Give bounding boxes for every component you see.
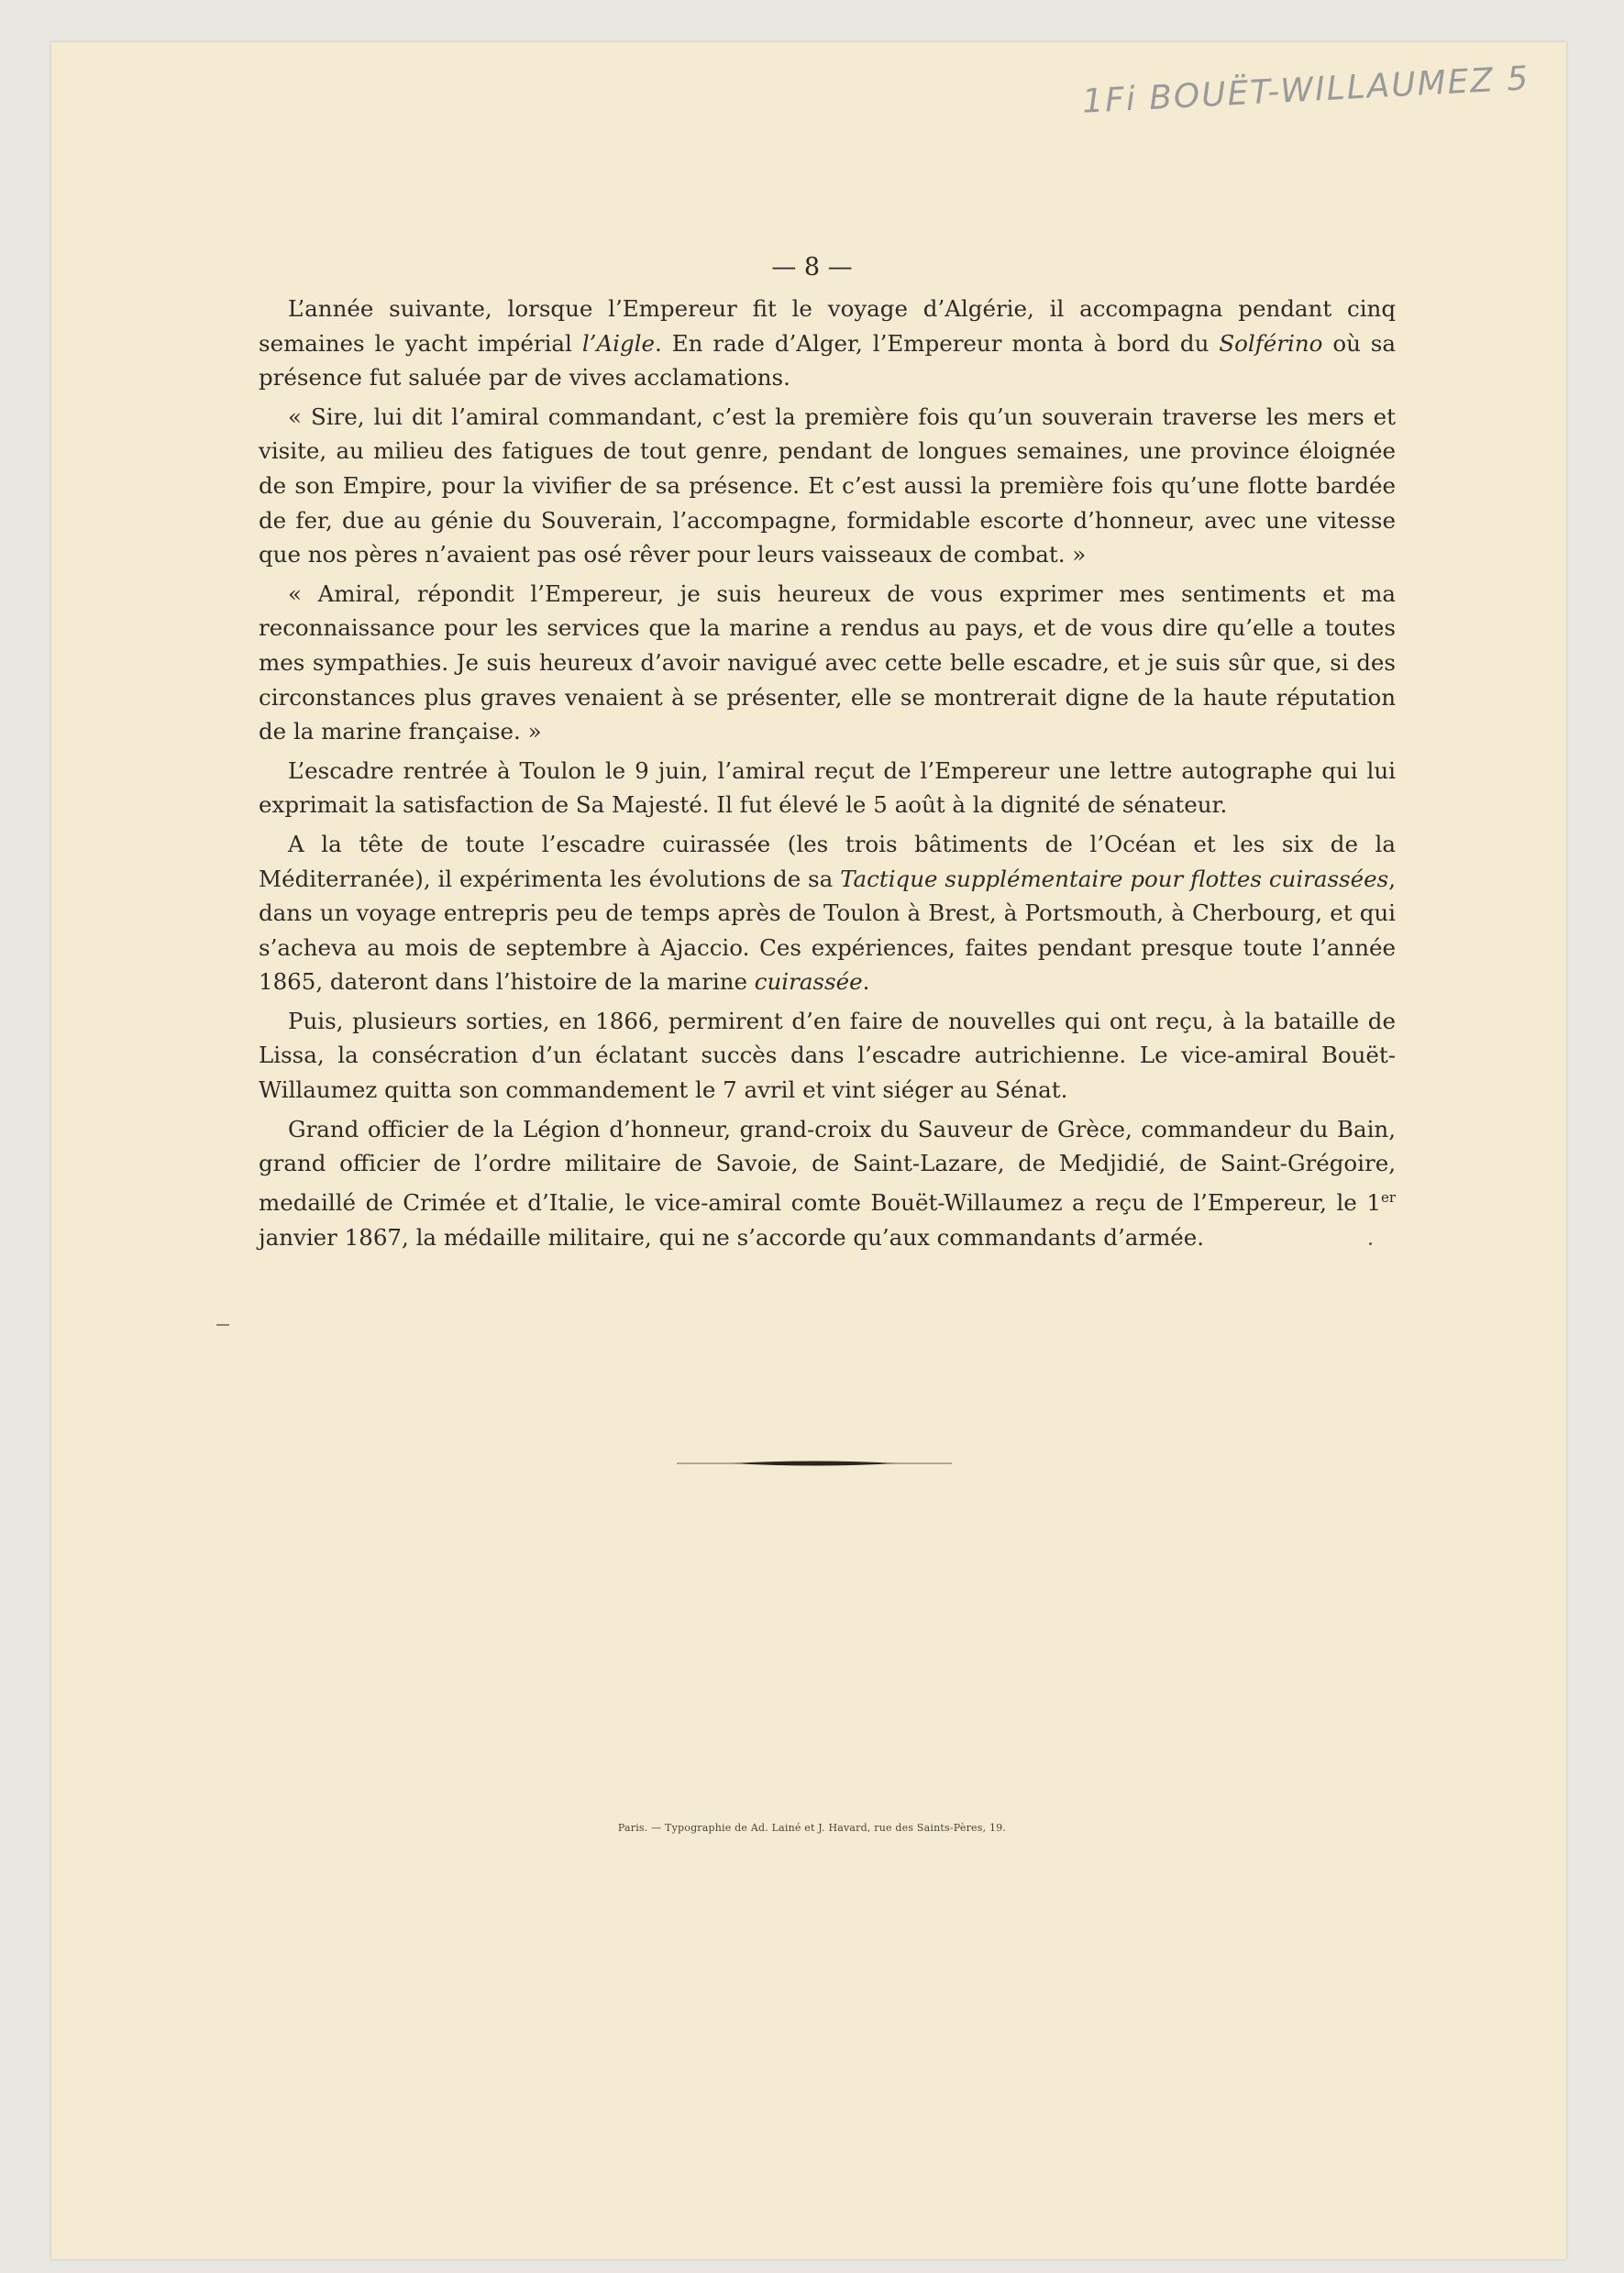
- superscript-text: er: [1380, 1188, 1396, 1206]
- paragraph: [259, 292, 1396, 395]
- text-run: où sa présence fut saluée par de vives acclamations.: [259, 329, 1396, 392]
- italic-text: cuirassée: [754, 968, 863, 996]
- paragraph: [259, 1004, 1396, 1108]
- text-run: .: [862, 968, 870, 996]
- italic-text: l’Aigle: [581, 329, 655, 357]
- margin-mark: [216, 1324, 229, 1326]
- body-text: [259, 292, 1396, 1259]
- text-run: Grand officier de la Légion d’honneur, grand-croix du Sauveur de Grèce, commandeur du Bain, grand officier de l’ordre militaire de Savoie, de Saint-Lazare, de Medjidié, de Saint-Grégoire, medaillé de Crimée et d’Italie, le vice-amiral comte Bouët-Willaumez a reçu de l’Empereur, le 1: [259, 1115, 1396, 1216]
- printer-imprint: Paris. — Typographie de Ad. Lainé et J. Havard, rue des Saints-Pères, 19.: [617, 1822, 1007, 1834]
- paragraph: [259, 827, 1396, 999]
- text-run: , dans un voyage entrepris peu de temps après de Toulon à Brest, à Portsmouth, à Cherbourg, et qui s’acheva au mois de septembre à Ajaccio. Ces expériences, faites pendant presque toute l’année 1865, dateront dans l’histoire de la marine: [259, 865, 1396, 996]
- paragraph: [259, 1112, 1396, 1255]
- text-run: janvier 1867, la médaille militaire, qui ne s’accorde qu’aux commandants d’armée.: [259, 1223, 1205, 1251]
- paragraph: [259, 577, 1396, 749]
- text-run: A la tête de toute l’escadre cuirassée (les trois bâtiments de l’Océan et les six de la Méditerranée), il expérimenta les évolutions de sa: [259, 830, 1396, 892]
- paragraph: [259, 400, 1396, 572]
- italic-text: Solférino: [1219, 329, 1323, 357]
- archive-annotation: 1Fi BOUËT-WILLAUMEZ 5: [1081, 60, 1531, 121]
- page-number: — 8 —: [771, 253, 853, 281]
- text-run: « Amiral, répondit l’Empereur, je suis heureux de vous exprimer mes sentiments et ma reconnaissance pour les services que la marine a rendus au pays, et de vous dire qu’elle a toutes mes sympathies. Je suis heureux d’avoir navigué avec cette belle escadre, et je suis sûr que, si des circonstances plus graves venaient à se présenter, elle se montrerait digne de la haute réputation de la marine française. »: [259, 579, 1396, 745]
- text-run: L’escadre rentrée à Toulon le 9 juin, l’amiral reçut de l’Empereur une lettre autographe qui lui exprimait la satisfaction de Sa Majesté. Il fut élevé le 5 août à la dignité de sénateur.: [259, 756, 1396, 819]
- speck-mark: [1369, 1242, 1372, 1245]
- text-run: . En rade d’Alger, l’Empereur monta à bord du: [655, 329, 1220, 357]
- paragraph: [259, 754, 1396, 822]
- italic-text: Tactique supplémentaire pour flottes cuirassées: [840, 865, 1389, 892]
- text-run: « Sire, lui dit l’amiral commandant, c’est la première fois qu’un souverain traverse les mers et visite, au milieu des fatigues de tout genre, pendant de longues semaines, une province éloignée de son Empire, pour la vivifier de sa présence. Et c’est aussi la première fois qu’une flotte bardée de fer, due au génie du Souverain, l’accompagne, formidable escorte d’honneur, avec une vitesse que nos pères n’avaient pas osé rêver pour leurs vaisseaux de combat. »: [259, 403, 1396, 568]
- text-run: L’année suivante, lorsque l’Empereur fit le voyage d’Algérie, il accompagna pendant cinq semaines le yacht impérial: [259, 295, 1396, 357]
- text-run: Puis, plusieurs sorties, en 1866, permirent d’en faire de nouvelles qui ont reçu, à la bataille de Lissa, la consécration d’un éclatant succès dans l’escadre autrichienne. Le vice-amiral Bouët-Willaumez quitta son commandement le 7 avril et vint siéger au Sénat.: [259, 1007, 1396, 1104]
- fleuron-ornament: [677, 1458, 952, 1469]
